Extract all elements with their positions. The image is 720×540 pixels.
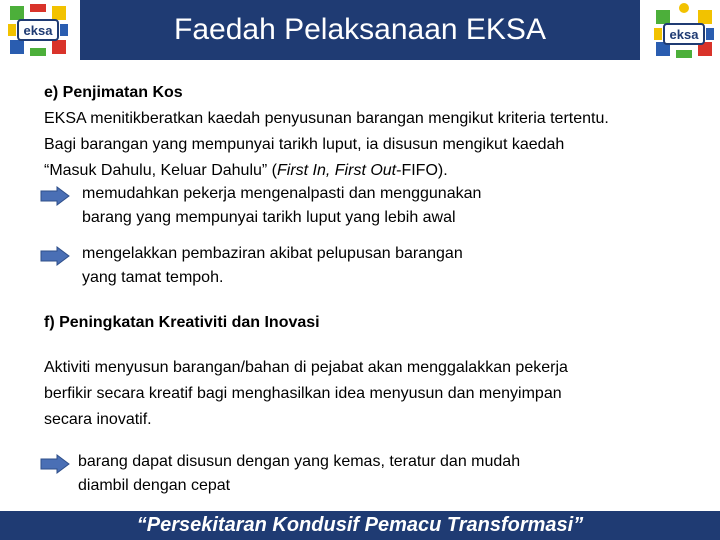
eksa-logo-with-crest-icon xyxy=(648,0,720,60)
bullet-text-line: memudahkan pekerja mengenalpasti dan menggunakan xyxy=(82,185,482,202)
section-e-para-line: EKSA menitikberatkan kaedah penyusunan barangan mengikut kriteria tertentu. xyxy=(44,110,609,127)
section-f-heading-block xyxy=(44,310,704,336)
page-title: Faedah Pelaksanaan EKSA xyxy=(174,13,546,46)
slide-header xyxy=(0,0,720,64)
footer-bar xyxy=(0,511,720,540)
svg-text:eksa: eksa xyxy=(23,23,53,38)
section-f-para-line: secara inovatif. xyxy=(44,411,152,428)
svg-text:eksa: eksa xyxy=(669,27,699,42)
section-e-para-line: “Masuk Dahulu, Keluar Dahulu” (First In, First Out-FIFO). xyxy=(44,162,448,179)
section-e-para-line: Bagi barangan yang mempunyai tarikh luput, ia disusun mengikut kaedah xyxy=(44,136,565,153)
footer-slogan: “Persekitaran Kondusif Pemacu Transformasi” xyxy=(136,514,584,536)
bullet-text-line: yang tamat tempoh. xyxy=(82,269,224,286)
list-item xyxy=(40,242,463,290)
section-e xyxy=(44,80,704,184)
bullet-text-line: barang dapat disusun dengan yang kemas, teratur dan mudah xyxy=(78,453,521,470)
right-arrow-icon xyxy=(40,454,70,474)
bullet-text-line: mengelakkan pembaziran akibat pelupusan barangan xyxy=(82,245,463,262)
right-arrow-icon xyxy=(40,246,70,266)
section-f-para-line: berfikir secara kreatif bagi menghasilkan idea menyusun dan menyimpan xyxy=(44,385,562,402)
section-f-paragraph xyxy=(44,355,704,433)
bullet-text-line: diambil dengan cepat xyxy=(78,477,231,494)
section-f-heading: f) Peningkatan Kreativiti dan Inovasi xyxy=(44,314,320,331)
title-bar xyxy=(80,0,640,60)
list-item xyxy=(40,182,481,230)
bullet-text-line: barang yang mempunyai tarikh luput yang lebih awal xyxy=(82,209,456,226)
list-item xyxy=(40,450,520,498)
eksa-logo-icon xyxy=(2,0,74,60)
section-f-para-line: Aktiviti menyusun barangan/bahan di pejabat akan menggalakkan pekerja xyxy=(44,359,568,376)
right-arrow-icon xyxy=(40,186,70,206)
section-e-heading: e) Penjimatan Kos xyxy=(44,84,183,101)
